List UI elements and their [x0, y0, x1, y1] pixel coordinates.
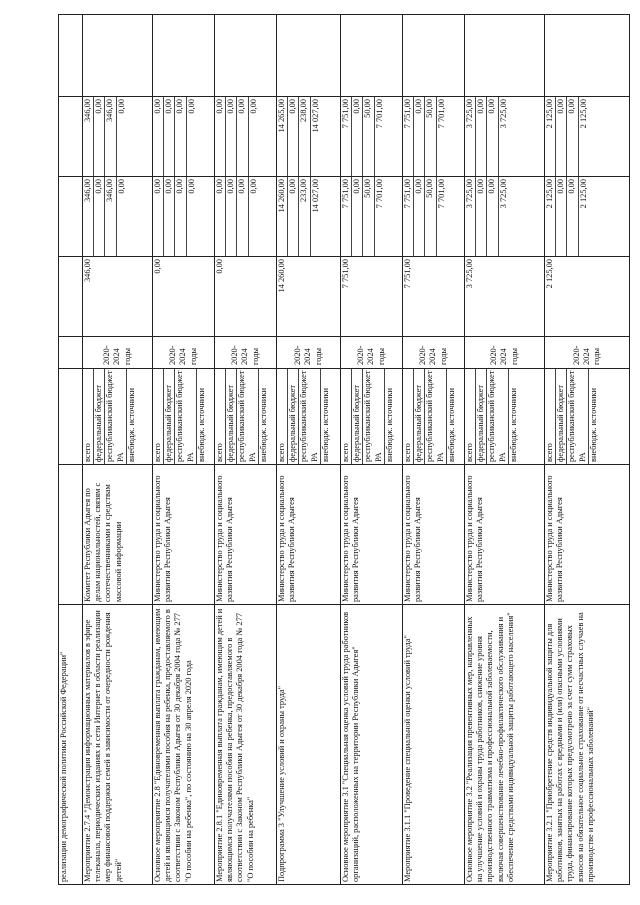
amount-value: 0,00: [237, 97, 248, 176]
empty-cell: [59, 97, 83, 177]
amount-value: 233,00: [299, 177, 310, 256]
amount-value: 0,00: [248, 99, 258, 114]
amount-value: 50,00: [425, 97, 436, 176]
amount-value: 2 125,00: [545, 259, 554, 289]
year-amount-cell: [153, 97, 215, 177]
period-cell: 2020-2024 годы: [341, 337, 403, 369]
amount-value: 7 751,00: [403, 259, 412, 289]
empty-cell: [403, 15, 465, 97]
empty-cell: [59, 177, 83, 257]
year-amount-cell: [545, 177, 630, 257]
funding-source-cell: [403, 369, 465, 465]
amount-value: 3 725,00: [465, 97, 476, 176]
amount-value: 0,00: [153, 177, 164, 256]
empty-cell: [545, 15, 630, 97]
executor-cell: Министерство труда и социального развития Республики Адыгея: [403, 465, 465, 605]
amount-value: 3 725,00: [498, 99, 508, 129]
amount-value: 0,00: [215, 259, 224, 274]
amount-value: 2 125,00: [545, 177, 556, 256]
funding-source-label: федеральный бюджет: [226, 369, 237, 464]
year-amount-cell: [83, 97, 153, 177]
funding-source-cell: [277, 369, 341, 465]
table-row: [153, 15, 215, 885]
period-cell: 2020-2024 годы: [83, 337, 153, 369]
empty-cell: [215, 15, 277, 97]
executor-cell: [59, 465, 83, 605]
amount-value: 14 027,00: [310, 99, 320, 133]
funding-source-label: республиканский бюджет РА: [299, 369, 320, 464]
funding-source-label: всего: [153, 369, 164, 464]
period-cell: 2020-2024 годы: [403, 337, 465, 369]
amount-value: 3 725,00: [465, 177, 476, 256]
total-amount-cell: [545, 257, 630, 337]
funding-source-label: всего: [83, 369, 94, 464]
executor-cell: Министерство труда и социального развития Республики Адыгея: [153, 465, 215, 605]
total-amount-cell: [215, 257, 277, 337]
funding-source-label: федеральный бюджет: [164, 369, 175, 464]
measure-name-cell: Мероприятие 2.7.4 "Демонстрация информационных материалов в эфире телеканала, периодических изданиях и сети Интернет в области реализации мер финансовой поддержки семей в зависимости от очередности рождения детей": [83, 605, 153, 885]
amount-value: 0,00: [567, 177, 578, 256]
empty-cell: [59, 337, 83, 369]
amount-value: 0,00: [567, 97, 578, 176]
amount-value: 7 701,00: [374, 99, 384, 129]
funding-source-label: внебюдж. источники: [320, 388, 330, 462]
amount-value: 0,00: [153, 97, 164, 176]
rotated-table-container: [58, 15, 613, 885]
funding-source-label: республиканский бюджет РА: [237, 369, 258, 464]
amount-value: 0,00: [556, 97, 567, 176]
amount-value: 346,00: [105, 177, 116, 256]
year-amount-cell: [215, 177, 277, 257]
amount-value: 7 701,00: [374, 179, 384, 209]
year-amount-cell: [465, 177, 545, 257]
amount-value: 50,00: [363, 177, 374, 256]
funding-source-label: республиканский бюджет РА: [487, 369, 508, 464]
table-row: [59, 15, 83, 885]
period-cell: 2020-2024 годы: [545, 337, 630, 369]
empty-cell: [83, 15, 153, 97]
amount-value: 0,00: [175, 177, 186, 256]
funding-source-label: внебюдж. источники: [258, 388, 268, 462]
funding-source-label: федеральный бюджет: [288, 369, 299, 464]
executor-cell: Министерство труда и социального развития Республики Адыгея: [465, 465, 545, 605]
funding-source-label: федеральный бюджет: [94, 369, 105, 464]
funding-source-label: республиканский бюджет РА: [105, 369, 126, 464]
period-cell: 2020-2024 годы: [465, 337, 545, 369]
amount-value: 0,00: [226, 97, 237, 176]
year-amount-cell: [403, 97, 465, 177]
amount-value: 7 751,00: [341, 177, 352, 256]
funding-source-cell: [215, 369, 277, 465]
amount-value: 0,00: [556, 177, 567, 256]
funding-source-label: всего: [403, 369, 414, 464]
funding-source-label: всего: [545, 369, 556, 464]
funding-source-label: федеральный бюджет: [476, 369, 487, 464]
measure-name-cell: Основное мероприятие 3.2 "Реализация превентивных мер, направленных на улучшение условий и охраны труда работников, снижение уровня производственного травматизма и профессиональной заболеваемости, включая совершенствование лечебно-профилактического обслуживания и обеспечение средствами индивидуальной защиты работающего населения": [465, 605, 545, 885]
amount-value: 2 125,00: [545, 97, 556, 176]
amount-value: 0,00: [288, 97, 299, 176]
funding-source-cell: [153, 369, 215, 465]
total-amount-cell: [403, 257, 465, 337]
total-amount-cell: [341, 257, 403, 337]
amount-value: 0,00: [94, 97, 105, 176]
funding-source-cell: [341, 369, 403, 465]
amount-value: 14 265,00: [277, 97, 288, 176]
total-amount-cell: [83, 257, 153, 337]
funding-source-label: внебюдж. источники: [446, 388, 456, 462]
table-row: [277, 15, 341, 885]
executor-cell: Министерство труда и социального развития Республики Адыгея: [215, 465, 277, 605]
funding-source-cell: [545, 369, 630, 465]
measure-name-cell: Мероприятие 3.2.1 "Приобретение средств индивидуальной защиты для работников, занятых на работах с вредными и (или) опасными условиями труда, финансирование которых предусмотрено за счет сумм страховых взносов на обязательное социальное страхование от несчастных случаев на производстве и профессиональных заболеваний": [545, 605, 630, 885]
funding-source-label: внебюдж. источники: [508, 388, 518, 462]
table-row: [215, 15, 277, 885]
amount-value: 0,00: [215, 97, 226, 176]
funding-source-label: внебюдж. источники: [384, 388, 394, 462]
measure-name-cell: Мероприятие 3.1.1 "Проведение специальной оценки условий труда": [403, 605, 465, 885]
period-cell: 2020-2024 годы: [153, 337, 215, 369]
funding-source-label: внебюдж. источники: [126, 388, 136, 462]
funding-source-label: федеральный бюджет: [556, 369, 567, 464]
amount-value: 0,00: [487, 97, 498, 176]
amount-value: 346,00: [83, 259, 92, 283]
table-row: [341, 15, 403, 885]
year-amount-cell: [341, 97, 403, 177]
amount-value: 0,00: [237, 177, 248, 256]
amount-value: 0,00: [116, 179, 126, 194]
amount-value: 7 751,00: [403, 97, 414, 176]
amount-value: 346,00: [83, 177, 94, 256]
amount-value: 0,00: [352, 97, 363, 176]
amount-value: 0,00: [164, 177, 175, 256]
amount-value: 0,00: [352, 177, 363, 256]
year-amount-cell: [153, 177, 215, 257]
year-amount-cell: [277, 177, 341, 257]
amount-value: 0,00: [94, 177, 105, 256]
amount-value: 2 125,00: [578, 99, 588, 129]
amount-value: 7 751,00: [403, 177, 414, 256]
year-amount-cell: [403, 177, 465, 257]
measure-name-cell: реализации демографической политики Российской Федерации": [59, 605, 83, 885]
funding-source-label: внебюдж. источники: [196, 388, 206, 462]
amount-value: 0,00: [476, 177, 487, 256]
amount-value: 0,00: [215, 177, 226, 256]
empty-cell: [59, 369, 83, 465]
measure-name-cell: Подпрограмма 3 "Улучшение условий и охраны труда": [277, 605, 341, 885]
funding-source-label: республиканский бюджет РА: [363, 369, 384, 464]
amount-value: 0,00: [414, 97, 425, 176]
funding-source-label: всего: [277, 369, 288, 464]
year-amount-cell: [341, 177, 403, 257]
funding-source-label: внебюдж. источники: [588, 388, 598, 462]
empty-cell: [277, 15, 341, 97]
executor-cell: Министерство труда и социального развития Республики Адыгея: [277, 465, 341, 605]
funding-source-cell: [83, 369, 153, 465]
total-amount-cell: [465, 257, 545, 337]
program-table: [58, 14, 630, 885]
amount-value: 14 027,00: [310, 179, 320, 213]
amount-value: 0,00: [164, 97, 175, 176]
empty-cell: [59, 15, 83, 97]
amount-value: 238,00: [299, 97, 310, 176]
table-row: [465, 15, 545, 885]
measure-name-cell: Основное мероприятие 2.8 "Единовременная выплата гражданам, имеющим детей и являющимся получателями пособия на ребенка, предоставляемого в соответствии с Законом Республики Адыгея от 30 декабря 2004 года № 277 "О пособии на ребенка", по состоянию на 30 апреля 2020 года: [153, 605, 215, 885]
funding-source-label: республиканский бюджет РА: [425, 369, 446, 464]
amount-value: 3 725,00: [465, 259, 474, 289]
amount-value: 0,00: [487, 177, 498, 256]
executor-cell: Министерство труда и социального развития Республики Адыгея: [341, 465, 403, 605]
total-amount-cell: [153, 257, 215, 337]
funding-source-cell: [465, 369, 545, 465]
executor-cell: Министерство труда и социального развития Республики Адыгея: [545, 465, 630, 605]
empty-cell: [465, 15, 545, 97]
amount-value: 14 260,00: [277, 177, 288, 256]
amount-value: 0,00: [175, 97, 186, 176]
funding-source-label: республиканский бюджет РА: [175, 369, 196, 464]
period-cell: 2020-2024 годы: [277, 337, 341, 369]
amount-value: 0,00: [414, 177, 425, 256]
table-row: [545, 15, 630, 885]
table-row: [83, 15, 153, 885]
funding-source-label: всего: [341, 369, 352, 464]
measure-name-cell: Мероприятие 2.8.1 "Единовременная выплата гражданам, имеющим детей и являющимся получателями пособия на ребенка, предоставляемого в соответствии с Законом Республики Адыгея от 30 декабря 2004 года № 277 "О пособии на ребенка": [215, 605, 277, 885]
amount-value: 0,00: [186, 179, 196, 194]
total-amount-cell: [277, 257, 341, 337]
empty-cell: [153, 15, 215, 97]
amount-value: 50,00: [363, 97, 374, 176]
amount-value: 0,00: [476, 97, 487, 176]
amount-value: 0,00: [288, 177, 299, 256]
funding-source-label: всего: [465, 369, 476, 464]
amount-value: 7 751,00: [341, 259, 350, 289]
year-amount-cell: [465, 97, 545, 177]
amount-value: 50,00: [425, 177, 436, 256]
funding-source-label: республиканский бюджет РА: [567, 369, 588, 464]
amount-value: 0,00: [248, 179, 258, 194]
funding-source-label: федеральный бюджет: [352, 369, 363, 464]
funding-source-label: федеральный бюджет: [414, 369, 425, 464]
year-amount-cell: [545, 97, 630, 177]
amount-value: 0,00: [153, 259, 162, 274]
period-cell: 2020-2024 годы: [215, 337, 277, 369]
amount-value: 346,00: [83, 97, 94, 176]
amount-value: 7 701,00: [436, 99, 446, 129]
amount-value: 7 751,00: [341, 97, 352, 176]
amount-value: 3 725,00: [498, 179, 508, 209]
empty-cell: [59, 257, 83, 337]
amount-value: 346,00: [105, 97, 116, 176]
year-amount-cell: [215, 97, 277, 177]
amount-value: 7 701,00: [436, 179, 446, 209]
funding-source-label: всего: [215, 369, 226, 464]
year-amount-cell: [83, 177, 153, 257]
amount-value: 2 125,00: [578, 179, 588, 209]
amount-value: 0,00: [186, 99, 196, 114]
empty-cell: [341, 15, 403, 97]
amount-value: 14 260,00: [277, 259, 286, 293]
amount-value: 0,00: [116, 99, 126, 114]
table-row: [403, 15, 465, 885]
amount-value: 0,00: [226, 177, 237, 256]
measure-name-cell: Основное мероприятие 3.1 "Специальная оценка условий труда работников организаций, расположенных на территории Республики Адыгея": [341, 605, 403, 885]
executor-cell: Комитет Республики Адыгея по делам национальностей, связям с соотечественниками и средствам массовой информации: [83, 465, 153, 605]
year-amount-cell: [277, 97, 341, 177]
